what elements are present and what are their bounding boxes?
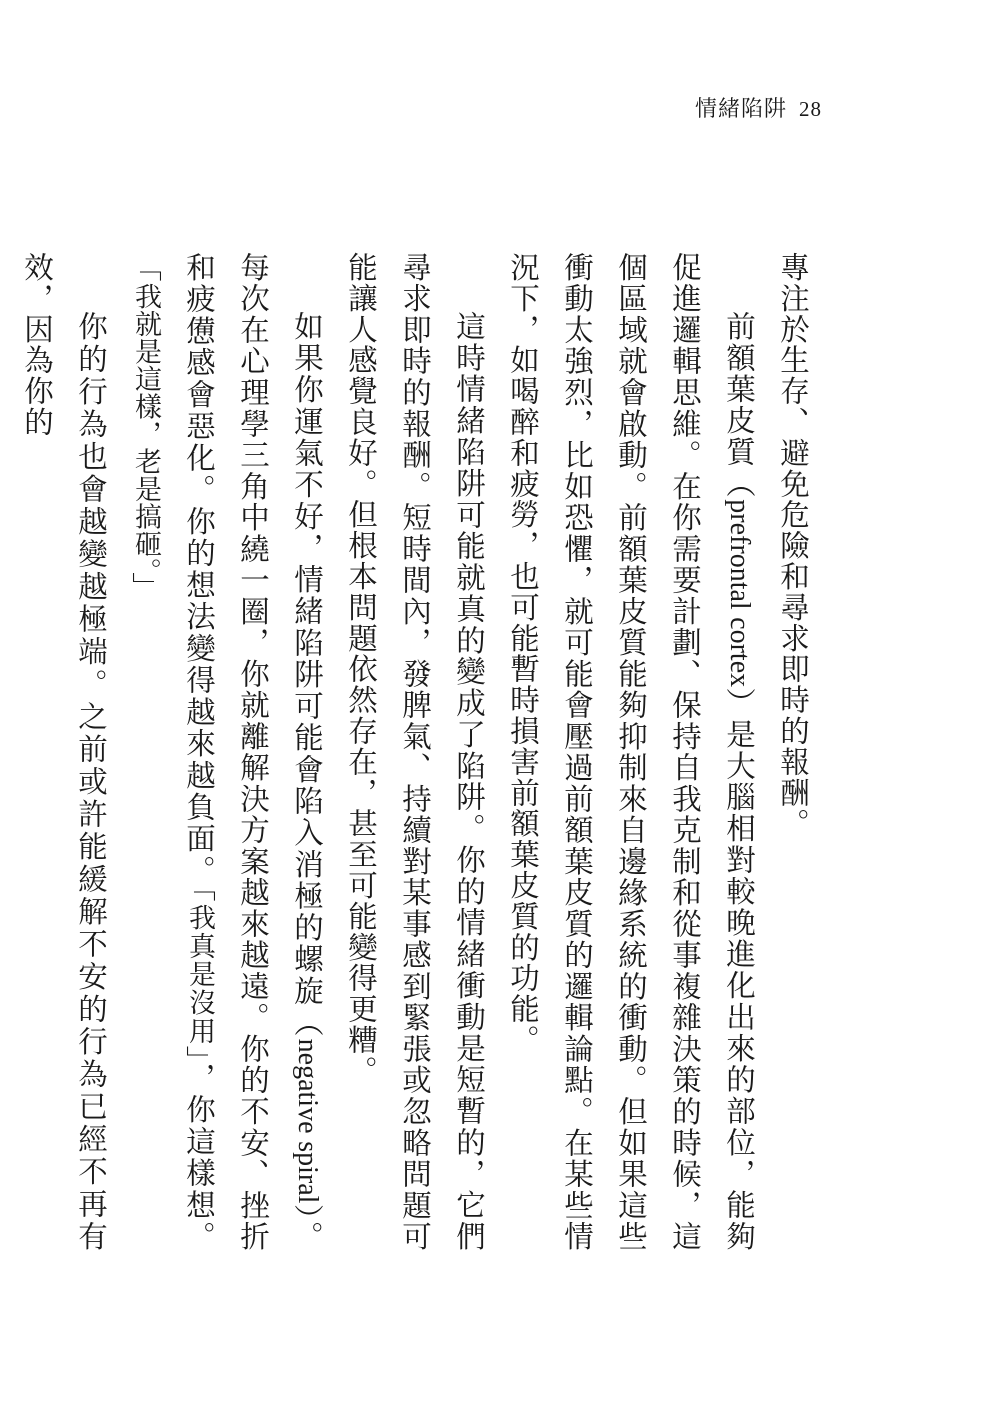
paragraph-2-part-a: 前額葉皮質（ [722, 311, 756, 500]
chapter-title: 情緒陷阱 [694, 97, 787, 122]
body-text [20, 252, 820, 1252]
running-header [695, 92, 822, 123]
quote-2: 我就是這樣，老是搞砸。 [130, 282, 161, 572]
paragraph-4-part-a: 如果你運氣不好，情緒陷阱可能會陷入消極的螺旋（ [290, 311, 324, 1039]
paragraph-2-part-b: ）是大腦相對較晚進化出來的部位，能夠促進邏輯思維。在你需要計劃、保持自我克制和從事複雜決策的時候，這個區域就會啟動。前額葉皮質能夠抑制來自邊緣系統的衝動。但如果這些衝動太強烈，比如恐懼，就可能會壓過前額葉皮質的邏輯論點。在某些情況下，如喝醉和疲勞，也可能暫時損害前額葉皮質的功能。 [506, 252, 756, 1252]
paragraph-1: 專注於生存、避免危險和尋求即時的報酬。 [776, 252, 810, 840]
paragraph-5: 你的行為也會越變越極端。之前或許能緩解不安的行為已經不再有效，因為你的 [20, 252, 108, 1252]
term-prefrontal-cortex: prefrontal cortex [724, 499, 755, 688]
paragraph-3: 這時情緒陷阱可能就真的變成了陷阱。你的情緒衝動是短暫的，它們尋求即時的報酬。短時間內，發脾氣、持續對某事感到緊張或忽略問題可能讓人感覺良好。但根本問題依然存在，甚至可能變得更糟。 [344, 252, 486, 1252]
quote-1: 我真是沒用 [184, 903, 215, 1046]
page-number: 28 [799, 97, 822, 121]
paragraph-4-part-d: 」 [128, 571, 162, 603]
term-negative-spiral: negative spiral [292, 1038, 323, 1204]
paragraph-2 [496, 252, 766, 1252]
paragraph-4-part-c: 」，你這樣想。「 [128, 252, 216, 1252]
paragraph-4 [118, 252, 334, 1252]
paragraph-4-part-b: ）。每次在心理學三角中繞一圈，你就離解決方案越來越遠。你的不安、挫折和疲憊感會惡化。你的想法變得越來越負面。「 [182, 252, 324, 1252]
